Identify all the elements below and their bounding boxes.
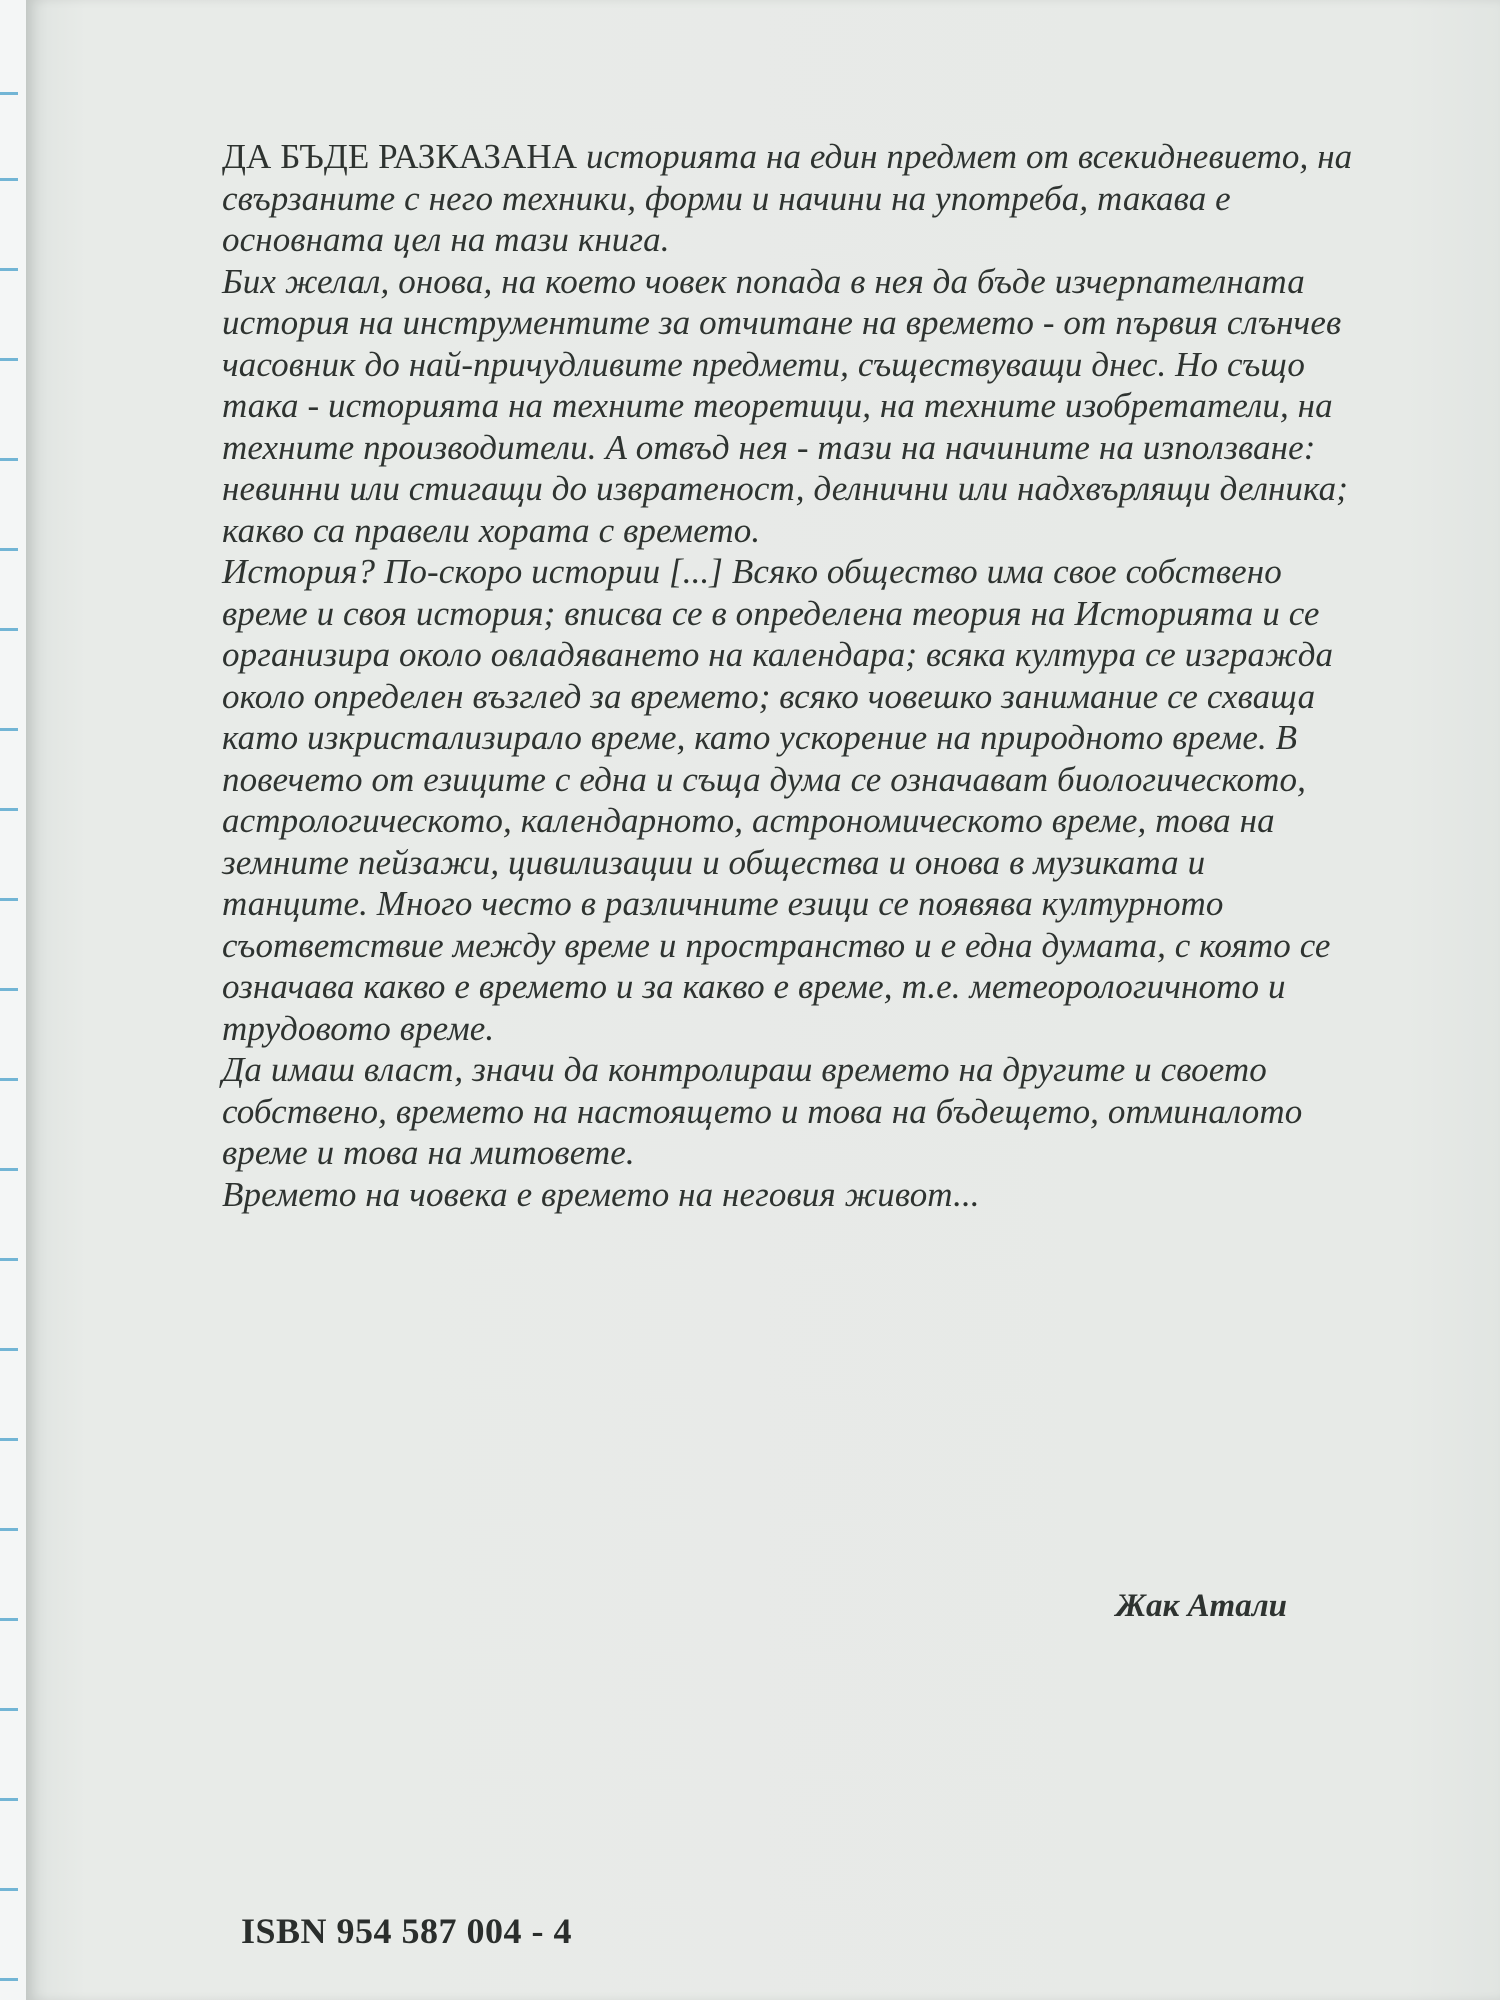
notebook-rule-line <box>0 1528 18 1531</box>
notebook-rule-line <box>0 178 18 181</box>
notebook-rule-line <box>0 548 18 551</box>
book-back-cover <box>26 0 1500 2000</box>
notebook-rule-line <box>0 808 18 811</box>
blurb-paragraph: Бих желал, онова, на което човек попада в нея да бъде изчерпателната история на инструментите за отчитане на времето - от първия слънчев часовник до най-причудливите предмети, съществуващи днес. Но също така - историята на техните теоретици, на техните изобретатели, на техните производители. А отвъд нея - тази на начините на използване: невинни или стигащи до извратеност, делнични или надхвърлящи делника; какво са правели хората с времето. <box>222 261 1348 550</box>
notebook-page-edge <box>0 0 27 2000</box>
notebook-rule-line <box>0 628 18 631</box>
notebook-rule-line <box>0 988 18 991</box>
notebook-rule-line <box>0 458 18 461</box>
notebook-rule-line <box>0 92 18 95</box>
isbn-number: ISBN 954 587 004 - 4 <box>241 1911 573 1951</box>
author-signature: Жак Атали <box>1115 1588 1287 1624</box>
notebook-rule-line <box>0 1168 18 1171</box>
notebook-rule-line <box>0 268 18 271</box>
notebook-rule-line <box>0 728 18 731</box>
blurb-paragraph: Да имаш власт, значи да контролираш времето на другите и своето собствено, времето на настоящето и това на бъдещето, отминалото време и това на митовете. <box>222 1050 1303 1172</box>
notebook-rule-line <box>0 1078 18 1081</box>
blurb-paragraph: История? По-скоро истории [...] Всяко общество има свое собствено време и своя история; вписва се в определена теория на Историята и се организира около овладяването на календара; всяка култура се изгражда около определен възглед за времето; всяко човешко занимание се схваща като изкристализирало време, като ускорение на природното време. В повечето от езиците с една и съща дума се означават биологическото, астрологическото, календарното, астрономическото време, това на земните пейзажи, цивилизации и общества и онова в музиката и танците. Много често в различните езици се появява културното съответствие между време и пространство и е една думата, с която се означава какво е времето и за какво е време, т.е. метеорологичното и трудовото време. <box>222 552 1334 1048</box>
blurb-text <box>222 136 1357 1215</box>
notebook-rule-line <box>0 1618 18 1621</box>
notebook-rule-line <box>0 1438 18 1441</box>
blurb-paragraph: Времето на човека е времето на неговия живот... <box>222 1174 980 1214</box>
notebook-rule-line <box>0 1258 18 1261</box>
notebook-rule-line <box>0 358 18 361</box>
notebook-rule-line <box>0 1888 18 1891</box>
notebook-rule-line <box>0 1348 18 1351</box>
notebook-rule-line <box>0 898 18 901</box>
blurb-lead-caps: ДА БЪДЕ РАЗКАЗАНА <box>222 137 578 176</box>
notebook-rule-line <box>0 1978 18 1981</box>
notebook-rule-line <box>0 1708 18 1711</box>
blurb-paragraph-rest: историята на един предмет от всекидневието, на свързаните с него техники, форми и начини на употреба, такава е основната цел на тази книга. <box>222 137 1353 259</box>
notebook-rule-line <box>0 1798 18 1801</box>
blurb-paragraph <box>222 136 1357 261</box>
